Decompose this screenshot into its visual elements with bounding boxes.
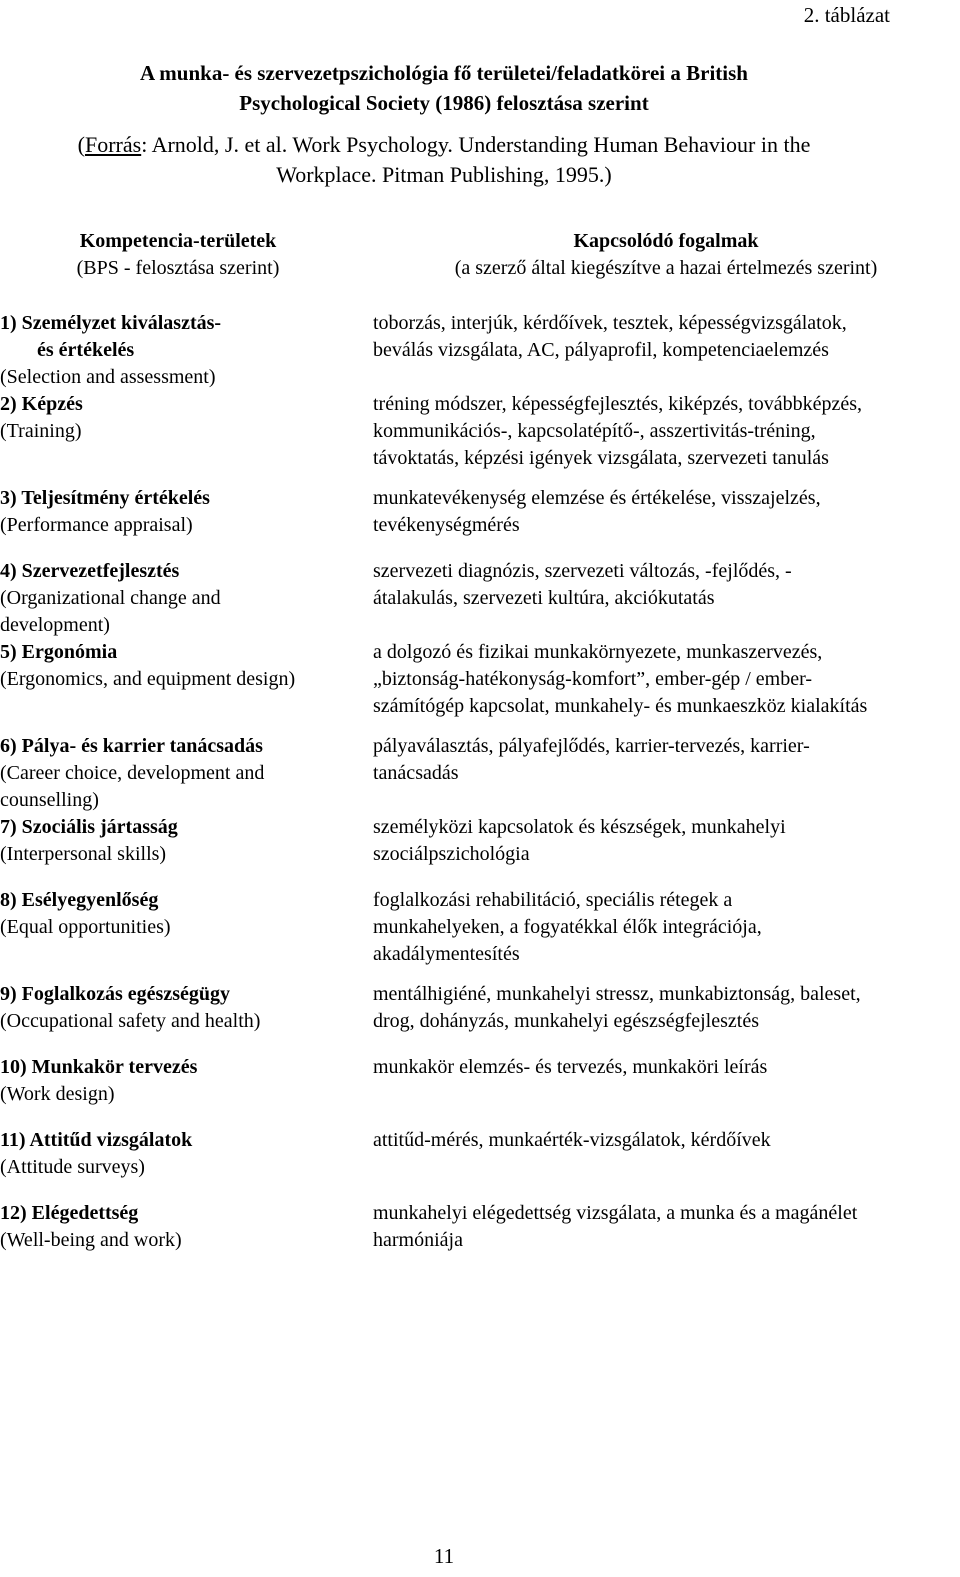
competency-english: (Career choice, development and xyxy=(0,762,265,784)
competency-english: (Well-being and work) xyxy=(0,1229,182,1251)
competency-area xyxy=(0,887,360,941)
right-column-header xyxy=(372,228,960,282)
competency-name xyxy=(0,558,360,585)
concept-line: harmóniája xyxy=(373,1229,463,1251)
concept-line: szociálpszichológia xyxy=(373,843,530,865)
competency-area xyxy=(0,733,360,814)
related-concepts xyxy=(373,485,960,539)
competency-name xyxy=(0,1054,360,1081)
competency-english: (Performance appraisal) xyxy=(0,514,193,536)
related-concepts xyxy=(373,1200,960,1254)
competency-number: 7) xyxy=(0,816,22,838)
title-line-2: Psychological Society (1986) felosztása szerint xyxy=(239,91,649,115)
competency-area xyxy=(0,814,360,868)
concept-line: átalakulás, szervezeti kultúra, akciókutatás xyxy=(373,587,715,609)
concept-line: mentálhigiéné, munkahelyi stressz, munkabiztonság, baleset, xyxy=(373,983,861,1005)
concept-line: kommunikációs-, kapcsolatépítő-, asszertivitás-tréning, xyxy=(373,420,816,442)
competency-number: 9) xyxy=(0,983,22,1005)
left-column-header xyxy=(0,228,356,282)
competency-name xyxy=(0,814,360,841)
concept-line: munkakör elemzés- és tervezés, munkaköri leírás xyxy=(373,1056,768,1078)
competency-number: 3) xyxy=(0,487,22,509)
competency-name-text: Foglalkozás egészségügy xyxy=(21,983,230,1005)
competency-name-text: Képzés xyxy=(21,393,83,415)
related-concepts xyxy=(373,1054,960,1081)
concept-line: szervezeti diagnózis, szervezeti változás, -fejlődés, - xyxy=(373,560,792,582)
concept-line: munkahelyi elégedettség vizsgálata, a munka és a magánélet xyxy=(373,1202,858,1224)
source-line-1 xyxy=(0,130,888,160)
concept-line: munkatevékenység elemzése és értékelése, visszajelzés, xyxy=(373,487,821,509)
competency-name xyxy=(0,1200,360,1227)
right-column-title: Kapcsolódó fogalmak xyxy=(573,230,759,252)
competency-english: counselling) xyxy=(0,789,99,811)
competency-name xyxy=(0,485,360,512)
concept-line: „biztonság-hatékonyság-komfort”, ember-gép / ember- xyxy=(373,668,813,690)
competency-number: 4) xyxy=(0,560,22,582)
competency-name-text: Szervezetfejlesztés xyxy=(21,560,180,582)
related-concepts xyxy=(373,814,960,868)
competency-number: 11) xyxy=(0,1129,30,1151)
competency-english: (Attitude surveys) xyxy=(0,1156,145,1178)
competency-area xyxy=(0,391,360,445)
competency-name xyxy=(0,981,360,1008)
competency-english: (Interpersonal skills) xyxy=(0,843,167,865)
competency-area xyxy=(0,485,360,539)
table-label: 2. táblázat xyxy=(803,3,890,27)
concept-line: távoktatás, képzési igények vizsgálata, szervezeti tanulás xyxy=(373,447,829,469)
competency-name-text: Esélyegyenlőség xyxy=(21,889,159,911)
page-number: 11 xyxy=(433,1544,455,1568)
competency-english: (Selection and assessment) xyxy=(0,366,216,388)
concept-line: tevékenységmérés xyxy=(373,514,520,536)
competency-name-text: Teljesítmény értékelés xyxy=(21,487,210,509)
related-concepts xyxy=(373,887,960,968)
concept-line: tanácsadás xyxy=(373,762,459,784)
competency-number: 10) xyxy=(0,1056,32,1078)
related-concepts xyxy=(373,639,960,720)
title-line-1: A munka- és szervezetpszichológia fő területei/feladatkörei a British xyxy=(140,61,748,85)
competency-name xyxy=(0,310,360,337)
competency-name-text: Pálya- és karrier tanácsadás xyxy=(21,735,263,757)
competency-number: 12) xyxy=(0,1202,32,1224)
competency-name-text: Attitűd vizsgálatok xyxy=(29,1129,193,1151)
source-label: Forrás xyxy=(84,132,142,157)
competency-area xyxy=(0,1200,360,1254)
competency-area xyxy=(0,1127,360,1181)
competency-english: (Occupational safety and health) xyxy=(0,1010,261,1032)
competency-name xyxy=(0,639,360,666)
concept-line: munkahelyeken, a fogyatékkal élők integrációja, xyxy=(373,916,762,938)
competency-english: (Ergonomics, and equipment design) xyxy=(0,668,296,690)
competency-name xyxy=(0,1127,360,1154)
competency-english: (Equal opportunities) xyxy=(0,916,171,938)
concept-line: akadálymentesítés xyxy=(373,943,520,965)
right-column-subtitle: (a szerző által kiegészítve a hazai értelmezés szerint) xyxy=(454,257,878,279)
competency-name-text: Személyzet kiválasztás- xyxy=(21,312,222,334)
concept-line: beválás vizsgálata, AC, pályaprofil, kompetenciaelemzés xyxy=(373,339,829,361)
concept-line: tréning módszer, képességfejlesztés, kiképzés, továbbképzés, xyxy=(373,393,863,415)
competency-number: 8) xyxy=(0,889,22,911)
competency-name xyxy=(0,391,360,418)
concept-line: számítógép kapcsolat, munkahely- és munkaeszköz kialakítás xyxy=(373,695,868,717)
concept-line: pályaválasztás, pályafejlődés, karrier-tervezés, karrier- xyxy=(373,735,810,757)
related-concepts xyxy=(373,733,960,787)
related-concepts xyxy=(373,310,960,364)
source-line-2: Workplace. Pitman Publishing, 1995.) xyxy=(276,162,612,187)
left-column-title: Kompetencia-területek xyxy=(79,230,277,252)
related-concepts xyxy=(373,391,960,472)
competency-area xyxy=(0,310,360,391)
competency-english: (Work design) xyxy=(0,1083,115,1105)
competency-number: 5) xyxy=(0,641,22,663)
concept-line: foglalkozási rehabilitáció, speciális rétegek a xyxy=(373,889,733,911)
competency-area xyxy=(0,981,360,1035)
competency-name-text: Elégedettség xyxy=(31,1202,139,1224)
competency-name xyxy=(0,887,360,914)
competency-area xyxy=(0,1054,360,1108)
related-concepts xyxy=(373,1127,960,1154)
competency-name-text: Munkakör tervezés xyxy=(31,1056,198,1078)
competency-english: (Training) xyxy=(0,420,82,442)
related-concepts xyxy=(373,981,960,1035)
competency-area xyxy=(0,558,360,639)
competency-number: 1) xyxy=(0,312,22,334)
concept-line: toborzás, interjúk, kérdőívek, tesztek, képességvizsgálatok, xyxy=(373,312,847,334)
competency-name xyxy=(0,733,360,760)
source-text: : Arnold, J. et al. Work Psychology. Understanding Human Behaviour in the xyxy=(141,132,811,157)
concept-line: személyközi kapcsolatok és készségek, munkahelyi xyxy=(373,816,786,838)
competency-name-text: Ergonómia xyxy=(21,641,118,663)
competency-name-text: Szociális jártasság xyxy=(21,816,178,838)
related-concepts xyxy=(373,558,960,612)
competency-english: (Organizational change and xyxy=(0,587,221,609)
competency-name: és értékelés xyxy=(37,339,135,361)
concept-line: attitűd-mérés, munkaérték-vizsgálatok, kérdőívek xyxy=(373,1129,771,1151)
page-title xyxy=(0,58,888,118)
concept-line: drog, dohányzás, munkahelyi egészségfejlesztés xyxy=(373,1010,759,1032)
competency-english: development) xyxy=(0,614,110,636)
competency-number: 6) xyxy=(0,735,22,757)
source-citation xyxy=(0,130,888,190)
concept-line: a dolgozó és fizikai munkakörnyezete, munkaszervezés, xyxy=(373,641,823,663)
competency-area xyxy=(0,639,360,693)
competency-number: 2) xyxy=(0,393,22,415)
left-column-subtitle: (BPS - felosztása szerint) xyxy=(76,257,280,279)
source-prefix: ( xyxy=(77,132,85,157)
